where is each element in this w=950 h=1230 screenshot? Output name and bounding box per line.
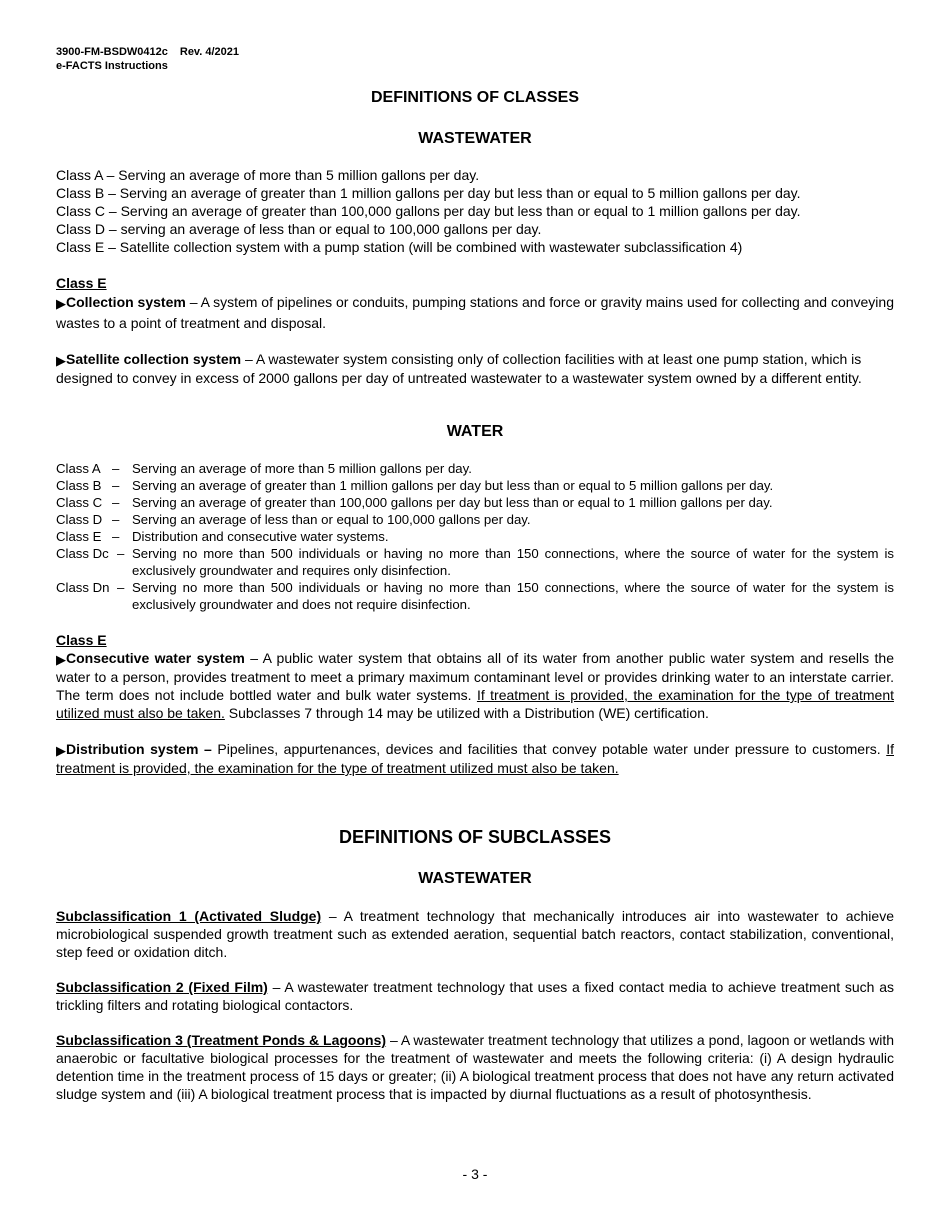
distribution-system-text: Pipelines, appurtenances, devices and facilities that convey potable water under pressure to customers. [211, 741, 887, 757]
wastewater-class-b: Class B – Serving an average of greater than 1 million gallons per day but less than or equal to 5 million gallons per day. [56, 185, 801, 201]
collection-system-definition [56, 292, 894, 333]
consecutive-water-term: Consecutive water system [66, 650, 245, 666]
subclass-text: – A wastewater treatment technology that uses a fixed contact media to achieve treatment such as trickling filters and rotating biological contactors. [56, 979, 894, 1013]
water-class-label: Class B [56, 478, 102, 493]
header-subtitle: e-FACTS Instructions [56, 60, 168, 72]
dash: – [112, 461, 120, 476]
collection-system-term: Collection system [66, 294, 186, 310]
water-class-label: Class D [56, 512, 103, 527]
distribution-system-definition [56, 740, 894, 777]
dash: – [112, 478, 120, 493]
water-class-text: Serving an average of greater than 100,000 gallons per day but less than or equal to 1 million gallons per day. [132, 495, 773, 510]
wastewater-class-d: Class D – serving an average of less than or equal to 100,000 gallons per day. [56, 221, 542, 237]
satellite-collection-text: – A wastewater system consisting only of collection facilities with at least one pump station, which is designed to convey in excess of 2000 gallons per day of untreated wastewater to a wastewater system owned by a different entity. [56, 351, 862, 386]
consecutive-water-underlined: If treatment is provided, the examination for the type of treatment utilized must also be taken. [56, 687, 894, 721]
definitions-of-subclasses-heading: DEFINITIONS OF SUBCLASSES [338, 827, 612, 847]
water-class-label: Class Dc [56, 546, 109, 561]
distribution-system-underlined: If treatment is provided, the examination for the type of treatment utilized must also be taken. [56, 741, 894, 776]
water-class-label: Class A [56, 461, 101, 476]
form-id: 3900-FM-BSDW0412c [56, 46, 168, 58]
wastewater-class-a: Class A – Serving an average of more than 5 million gallons per day. [56, 167, 480, 183]
dash: – [112, 512, 120, 527]
water-class-text: Serving no more than 500 individuals or having no more than 150 connections, where the source of water for the system is exclusively groundwater and requires only disinfection. [132, 546, 894, 578]
satellite-collection-term: Satellite collection system [66, 351, 242, 367]
subclass-list [56, 907, 894, 1103]
water-class-row [56, 545, 894, 579]
revision: Rev. 4/2021 [179, 46, 239, 58]
class-e-heading: Class E [56, 275, 107, 291]
water-class-label: Class E [56, 529, 102, 544]
water-class-text: Serving an average of more than 5 million gallons per day. [132, 461, 472, 476]
dash: – [117, 546, 125, 561]
triangle-bullet-icon: ▶ [56, 296, 66, 311]
subclass-text: – A wastewater treatment technology that utilizes a pond, lagoon or wetlands with anaerobic or facultative biological processes for the treatment of wastewater and meets the following criteria: (i) A design hydraulic detention time in the treatment process of 15 days or greater; (ii) A biological treatment process that does not have any return activated sludge system and (iii) A biological treatment process that is impacted by diurnal fluctuations as a result of photosynthesis. [56, 1032, 894, 1102]
subclass-item [56, 1031, 894, 1103]
subclass-title: Subclassification 1 (Activated Sludge) [56, 908, 322, 924]
water-class-text: Distribution and consecutive water systems. [132, 529, 389, 544]
consecutive-water-definition [56, 649, 894, 722]
dash: – [112, 529, 120, 544]
wastewater-class-e: Class E – Satellite collection system with a pump station (will be combined with wastewater subclassification 4) [56, 239, 743, 255]
subclass-title: Subclassification 3 (Treatment Ponds & Lagoons) [56, 1032, 387, 1048]
subclass-title: Subclassification 2 (Fixed Film) [56, 979, 268, 995]
subclass-item [56, 907, 894, 961]
wastewater-class-list [56, 166, 894, 256]
water-class-list [56, 460, 894, 613]
water-class-row [56, 511, 894, 528]
triangle-bullet-icon: ▶ [56, 353, 66, 368]
dash: – [112, 495, 120, 510]
satellite-collection-definition [56, 350, 894, 388]
water-class-row [56, 460, 894, 477]
water-class-label: Class C [56, 495, 103, 510]
subclasses-wastewater-heading: WASTEWATER [418, 870, 532, 887]
definitions-of-classes-heading: DEFINITIONS OF CLASSES [370, 89, 579, 106]
wastewater-class-c: Class C – Serving an average of greater than 100,000 gallons per day but less than or equal to 1 million gallons per day. [56, 203, 801, 219]
wastewater-heading: WASTEWATER [418, 130, 532, 147]
triangle-bullet-icon: ▶ [56, 743, 66, 758]
water-class-text: Serving no more than 500 individuals or having no more than 150 connections, where the source of water for the system is exclusively groundwater and does not require disinfection. [132, 580, 894, 612]
page-number: - 3 - [462, 1166, 488, 1182]
water-class-text: Serving an average of less than or equal to 100,000 gallons per day. [132, 512, 531, 527]
distribution-system-term: Distribution system – [66, 741, 212, 757]
water-class-e-section [56, 631, 894, 777]
consecutive-water-text: – A public water system that obtains all of its water from another public water system and resells the water to a person, provides treatment to meet a primary maximum contaminant level or provides drinking water to an interstate carrier. The term does not include bottled water and bulk water systems. [56, 650, 894, 703]
class-e-heading: Class E [56, 632, 107, 648]
dash: – [117, 580, 125, 595]
triangle-bullet-icon: ▶ [56, 652, 66, 667]
water-class-row [56, 579, 894, 613]
water-class-row [56, 528, 894, 545]
wastewater-class-e-section [56, 274, 894, 388]
water-class-row [56, 494, 894, 511]
water-heading: WATER [446, 423, 504, 440]
water-class-text: Serving an average of greater than 1 million gallons per day but less than or equal to 5 million gallons per day. [132, 478, 774, 493]
water-class-row [56, 477, 894, 494]
subclass-item [56, 978, 894, 1014]
consecutive-water-text-2: Subclasses 7 through 14 may be utilized with a Distribution (WE) certification. [224, 705, 709, 721]
subclass-text: – A treatment technology that mechanically introduces air into wastewater to achieve microbiological suspended growth treatment such as extended aeration, sequential batch reactors, contact stabilization, conventional, step feed or oxidation ditch. [56, 908, 894, 960]
water-class-label: Class Dn [56, 580, 110, 595]
document-header [56, 45, 239, 73]
collection-system-text: – A system of pipelines or conduits, pumping stations and force or gravity mains used for collecting and conveying wastes to a point of treatment and disposal. [56, 294, 894, 331]
